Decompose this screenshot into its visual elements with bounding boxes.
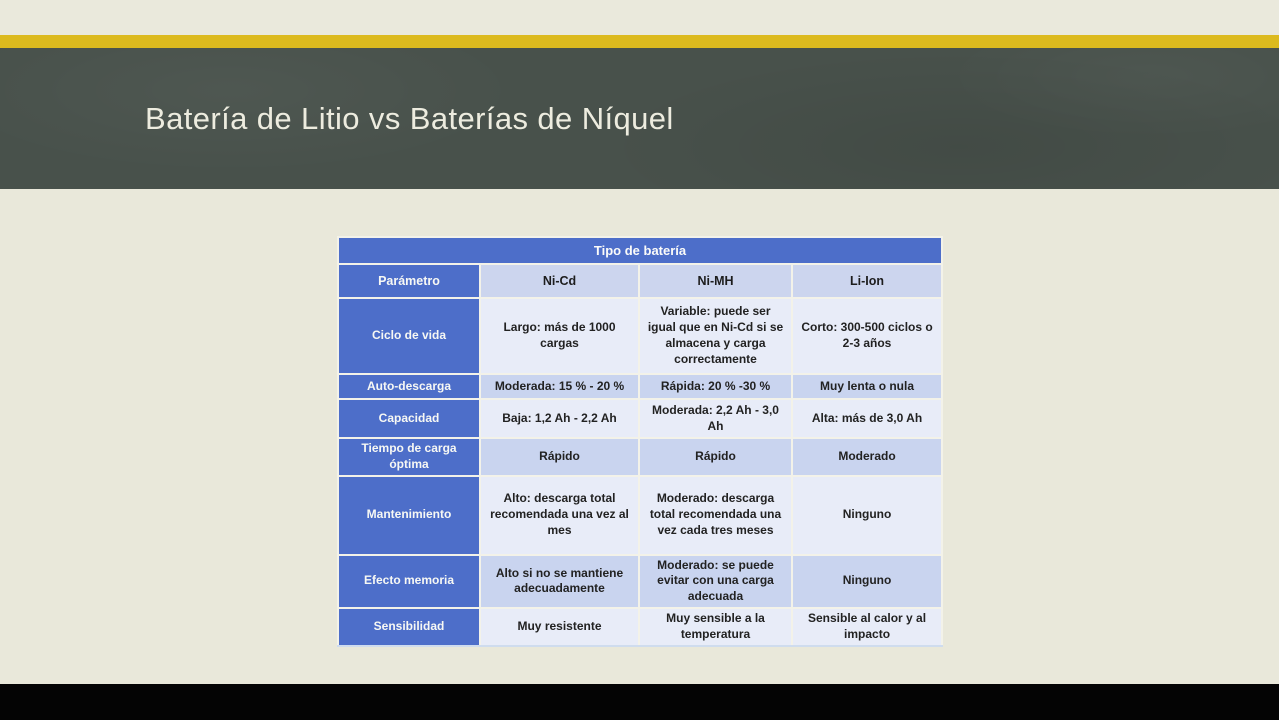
param-cell: Ciclo de vida bbox=[338, 298, 480, 374]
column-header-nimh: Ni-MH bbox=[639, 264, 792, 298]
table-row-sensibilidad bbox=[338, 608, 942, 646]
data-cell-nimh: Rápida: 20 % -30 % bbox=[639, 374, 792, 399]
data-cell-nimh: Moderado: se puede evitar con una carga adecuada bbox=[639, 555, 792, 608]
table-row-auto-descarga bbox=[338, 374, 942, 399]
table-row-tiempo-de-carga bbox=[338, 438, 942, 476]
accent-stripe bbox=[0, 35, 1279, 48]
param-cell: Auto-descarga bbox=[338, 374, 480, 399]
column-header-parametro: Parámetro bbox=[338, 264, 480, 298]
table-row-efecto-memoria bbox=[338, 555, 942, 608]
data-cell-liion: Moderado bbox=[792, 438, 942, 476]
table-row-ciclo-de-vida bbox=[338, 298, 942, 374]
data-cell-nimh: Rápido bbox=[639, 438, 792, 476]
data-cell-liion: Ninguno bbox=[792, 476, 942, 555]
data-cell-nimh: Moderado: descarga total recomendada una vez cada tres meses bbox=[639, 476, 792, 555]
data-cell-nicd: Alto si no se mantiene adecuadamente bbox=[480, 555, 639, 608]
bottom-black-bar bbox=[0, 684, 1279, 720]
column-header-nicd: Ni-Cd bbox=[480, 264, 639, 298]
data-cell-nicd: Alto: descarga total recomendada una vez al mes bbox=[480, 476, 639, 555]
data-cell-nicd: Largo: más de 1000 cargas bbox=[480, 298, 639, 374]
data-cell-liion: Ninguno bbox=[792, 555, 942, 608]
data-cell-nicd: Moderada: 15 % - 20 % bbox=[480, 374, 639, 399]
data-cell-nicd: Rápido bbox=[480, 438, 639, 476]
comparison-table bbox=[337, 236, 943, 647]
param-cell: Efecto memoria bbox=[338, 555, 480, 608]
top-margin-band bbox=[0, 0, 1279, 35]
param-cell: Tiempo de carga óptima bbox=[338, 438, 480, 476]
param-cell: Mantenimiento bbox=[338, 476, 480, 555]
param-cell: Sensibilidad bbox=[338, 608, 480, 646]
data-cell-liion: Muy lenta o nula bbox=[792, 374, 942, 399]
table-row-capacidad bbox=[338, 399, 942, 438]
table-title-row bbox=[338, 237, 942, 264]
data-cell-liion: Corto: 300-500 ciclos o 2-3 años bbox=[792, 298, 942, 374]
data-cell-nimh: Muy sensible a la temperatura bbox=[639, 608, 792, 646]
column-header-liion: Li-Ion bbox=[792, 264, 942, 298]
param-cell: Capacidad bbox=[338, 399, 480, 438]
data-cell-liion: Alta: más de 3,0 Ah bbox=[792, 399, 942, 438]
data-cell-nimh: Moderada: 2,2 Ah - 3,0 Ah bbox=[639, 399, 792, 438]
table-row-mantenimiento bbox=[338, 476, 942, 555]
column-header-row bbox=[338, 264, 942, 298]
data-cell-nimh: Variable: puede ser igual que en Ni-Cd si se almacena y carga correctamente bbox=[639, 298, 792, 374]
data-cell-nicd: Baja: 1,2 Ah - 2,2 Ah bbox=[480, 399, 639, 438]
table-title-cell: Tipo de batería bbox=[338, 237, 942, 264]
data-cell-nicd: Muy resistente bbox=[480, 608, 639, 646]
data-cell-liion: Sensible al calor y al impacto bbox=[792, 608, 942, 646]
slide-title: Batería de Litio vs Baterías de Níquel bbox=[145, 101, 674, 136]
